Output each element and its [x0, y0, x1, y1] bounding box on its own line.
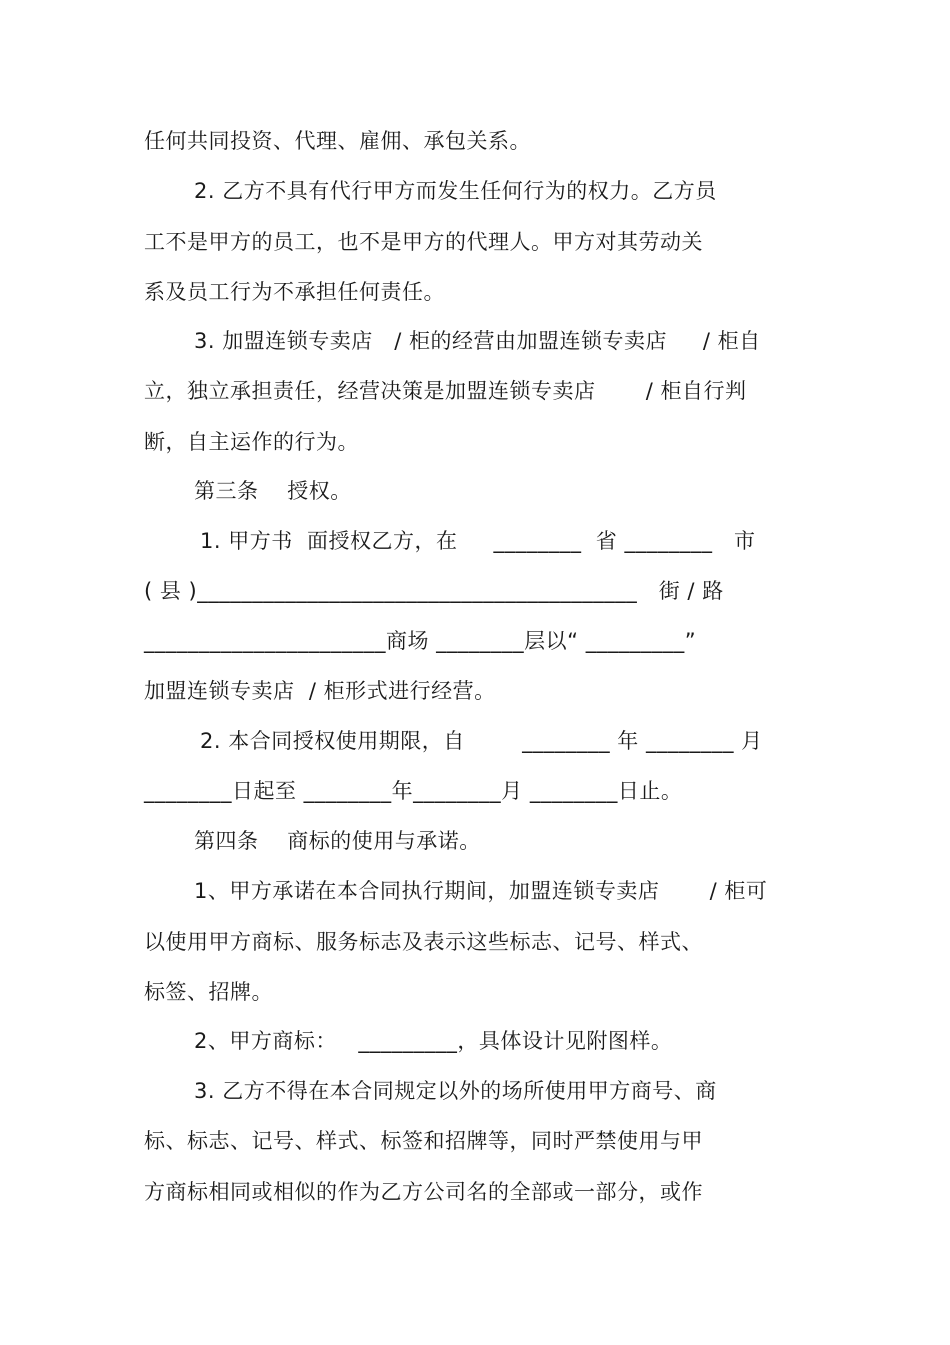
text-line-19: 2、甲方商标： _________，具体设计见附图样。	[194, 1029, 673, 1053]
text-line-10: ( 县 )________________________________________ 街 / 路	[144, 579, 724, 603]
text-line-9: 1. 甲方书 面授权乙方，在 ________ 省 ________ 市	[200, 529, 756, 553]
text-line-17: 以使用甲方商标、服务标志及表示这些标志、记号、样式、	[144, 930, 703, 954]
text-line-1: 任何共同投资、代理、雇佣、承包关系。	[144, 129, 531, 153]
text-line-20: 3. 乙方不得在本合同规定以外的场所使用甲方商号、商	[194, 1079, 717, 1103]
text-line-4: 系及员工行为不承担任何责任。	[144, 280, 445, 304]
text-line-21: 标、标志、记号、样式、标签和招牌等，同时严禁使用与甲	[144, 1129, 703, 1153]
text-line-13: 2. 本合同授权使用期限，自 ________ 年 ________ 月	[200, 729, 763, 753]
section-heading-article-4: 第四条 商标的使用与承诺。	[194, 829, 481, 853]
text-line-3: 工不是甲方的员工，也不是甲方的代理人。甲方对其劳动关	[144, 230, 703, 254]
text-line-7: 断，自主运作的行为。	[144, 430, 359, 454]
text-line-14: ________日起至 ________年________月 ________日止。	[144, 779, 683, 803]
text-line-16: 1、甲方承诺在本合同执行期间，加盟连锁专卖店 / 柜可	[194, 879, 768, 903]
text-line-12: 加盟连锁专卖店 / 柜形式进行经营。	[144, 679, 496, 703]
text-line-22: 方商标相同或相似的作为乙方公司名的全部或一部分，或作	[144, 1180, 703, 1204]
text-line-2: 2. 乙方不具有代行甲方而发生任何行为的权力。乙方员	[194, 179, 717, 203]
text-line-5: 3. 加盟连锁专卖店 / 柜的经营由加盟连锁专卖店 / 柜自	[194, 329, 761, 353]
text-line-11: ______________________商场 ________层以“ _________”	[144, 629, 697, 653]
text-line-6: 立，独立承担责任，经营决策是加盟连锁专卖店 / 柜自行判	[144, 379, 747, 403]
section-heading-article-3: 第三条 授权。	[194, 479, 352, 503]
text-line-18: 标签、招牌。	[144, 980, 273, 1004]
